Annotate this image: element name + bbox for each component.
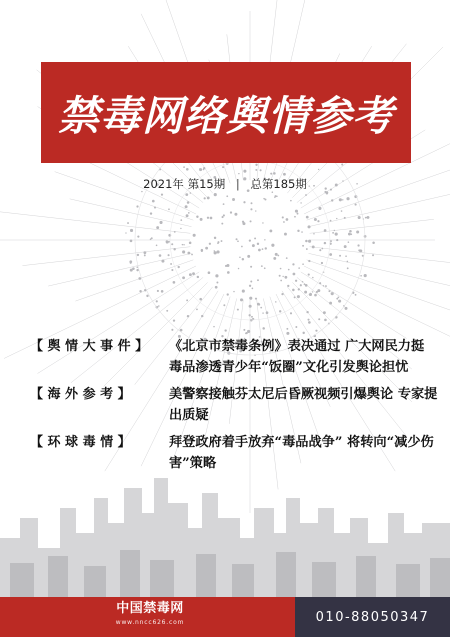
contents-list (30, 336, 440, 480)
contact-phone: 010-88050347 (315, 609, 430, 625)
city-skyline-illustration (0, 478, 450, 600)
issue-info (0, 176, 450, 192)
section-overseas-reference (30, 384, 440, 426)
section-global-drug-situation (30, 432, 440, 474)
year-issue: 2021年 第15期 (143, 177, 226, 191)
issue-separator: | (235, 177, 240, 191)
list-item[interactable]: 毒品渗透青少年“饭圈”文化引发舆论担忧 (169, 360, 409, 375)
footer-contact-band (295, 597, 450, 637)
section-label: 【 舆 情 大 事 件 】 (30, 339, 149, 354)
report-title: 禁毒网络舆情参考 (58, 92, 394, 140)
list-item[interactable]: 拜登政府着手放弃“毒品战争” 将转向“减少伤害”策略 (169, 435, 434, 471)
total-issue: 总第185期 (250, 177, 307, 191)
list-item[interactable]: 《北京市禁毒条例》表决通过 广大网民力挺 (169, 339, 425, 354)
section-label: 【 海 外 参 考 】 (30, 387, 131, 402)
section-label: 【 环 球 毒 情 】 (30, 435, 131, 450)
section-public-opinion-events (30, 336, 440, 378)
list-item[interactable]: 美警察接触芬太尼后昏厥视频引爆舆论 专家提出质疑 (169, 387, 438, 423)
nncc-logo: 中国禁毒网 www.nncc626.com (115, 601, 185, 626)
title-banner (41, 62, 411, 163)
